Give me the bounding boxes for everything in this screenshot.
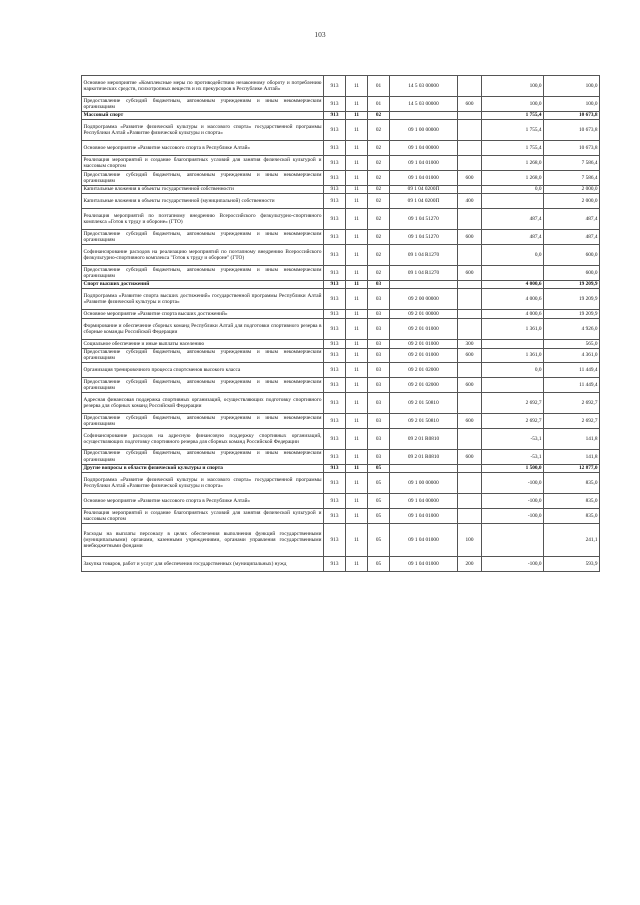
target-article-cell: 09 2 01 02000 bbox=[390, 378, 458, 393]
section-code-cell: 11 bbox=[346, 310, 368, 319]
subsection-code-cell: 02 bbox=[368, 141, 390, 156]
subsection-code-cell: 03 bbox=[368, 392, 390, 413]
ministry-code-cell: 913 bbox=[324, 318, 346, 339]
section-code-cell: 11 bbox=[346, 209, 368, 230]
target-article-cell: 09 1 04 01000 bbox=[390, 156, 458, 171]
subsection-code-cell: 05 bbox=[368, 508, 390, 523]
section-code-cell: 11 bbox=[346, 473, 368, 494]
expense-type-cell bbox=[458, 464, 482, 473]
change-amount-cell: 1 755,4 bbox=[482, 120, 544, 141]
page-number: 103 bbox=[314, 30, 326, 39]
subsection-code-cell: 05 bbox=[368, 494, 390, 509]
table-row bbox=[82, 76, 600, 97]
subsection-code-cell: 02 bbox=[368, 244, 390, 265]
total-amount-cell: 11 449,4 bbox=[544, 363, 600, 378]
subsection-code-cell: 05 bbox=[368, 523, 390, 556]
section-code-cell: 11 bbox=[346, 76, 368, 97]
target-article-cell: 09 2 01 50810 bbox=[390, 392, 458, 413]
ministry-code-cell: 913 bbox=[324, 280, 346, 289]
row-name-cell: Реализация мероприятий и создание благоприятных условий для занятия физической культурой и массовым спортом bbox=[83, 509, 322, 522]
change-amount-cell: 0,0 bbox=[482, 244, 544, 265]
subsection-code-cell: 05 bbox=[368, 557, 390, 572]
expense-type-cell bbox=[458, 141, 482, 156]
ministry-code-cell: 913 bbox=[324, 185, 346, 194]
row-name-cell: Предоставление субсидий бюджетным, автономным учреждениям и иным некоммерческим организациям bbox=[83, 414, 322, 427]
target-article-cell: 14 5 03 00000 bbox=[390, 97, 458, 112]
change-amount-cell: 487,4 bbox=[482, 209, 544, 230]
subsection-code-cell: 03 bbox=[368, 318, 390, 339]
total-amount-cell: 487,4 bbox=[544, 230, 600, 245]
row-name-cell: Капитальные вложения в объекты государственной собственности bbox=[82, 185, 324, 194]
expense-type-cell bbox=[458, 363, 482, 378]
ministry-code-cell: 913 bbox=[324, 339, 346, 348]
change-amount-cell: 1 268,0 bbox=[482, 156, 544, 171]
total-amount-cell: 4 361,0 bbox=[544, 348, 600, 363]
target-article-cell: 09 1 04 0200П bbox=[390, 185, 458, 194]
change-amount-cell bbox=[482, 265, 544, 280]
subsection-code-cell: 02 bbox=[368, 194, 390, 209]
ministry-code-cell: 913 bbox=[324, 209, 346, 230]
section-code-cell: 11 bbox=[346, 363, 368, 378]
expense-type-cell bbox=[458, 244, 482, 265]
table-row bbox=[82, 428, 600, 449]
target-article-cell bbox=[390, 111, 458, 120]
change-amount-cell: 100,0 bbox=[482, 97, 544, 112]
row-name-cell: Социальное обеспечение и иные выплаты населению bbox=[82, 339, 324, 348]
row-name-cell: Подпрограмма «Развитие физической культуры и массового спорта» государственной программы Республики Алтай «Развитие физической культуры и спорта» bbox=[82, 473, 324, 494]
change-amount-cell: 4 000,6 bbox=[482, 280, 544, 289]
change-amount-cell bbox=[482, 523, 544, 556]
expense-type-cell: 600 bbox=[458, 348, 482, 363]
expense-type-cell: 400 bbox=[458, 194, 482, 209]
change-amount-cell: -100,0 bbox=[482, 557, 544, 572]
subsection-code-cell: 02 bbox=[368, 170, 390, 185]
table-row bbox=[82, 194, 600, 209]
target-article-cell: 09 1 04 00000 bbox=[390, 141, 458, 156]
subsection-code-cell: 03 bbox=[368, 289, 390, 310]
subsection-code-cell: 03 bbox=[368, 280, 390, 289]
target-article-cell: 09 2 01 R0810 bbox=[390, 428, 458, 449]
subsection-code-cell: 02 bbox=[368, 111, 390, 120]
table-row bbox=[82, 120, 600, 141]
budget-table bbox=[81, 75, 600, 572]
section-code-cell: 11 bbox=[346, 508, 368, 523]
target-article-cell: 09 2 00 00000 bbox=[390, 289, 458, 310]
subsection-code-cell: 03 bbox=[368, 339, 390, 348]
row-name-cell: Закупка товаров, работ и услуг для обеспечения государственных (муниципальных) нужд bbox=[82, 557, 324, 572]
change-amount-cell: 487,4 bbox=[482, 230, 544, 245]
row-name-cell: Основное мероприятие «Комплексные меры по противодействию незаконному обороту и потреблению наркотических средств, психотропных веществ и их прекурсоров в Республике Алтай» bbox=[82, 76, 324, 97]
section-code-cell: 11 bbox=[346, 97, 368, 112]
row-name-cell: Формирование и обеспечение сборных команд Республики Алтай для подготовки спортивного резерва в сборные команды Российской Федерации bbox=[82, 318, 324, 339]
target-article-cell: 14 5 03 00000 bbox=[390, 76, 458, 97]
row-name-cell: Спорт высших достижений bbox=[82, 280, 324, 289]
expense-type-cell bbox=[458, 494, 482, 509]
ministry-code-cell: 913 bbox=[324, 348, 346, 363]
row-name-cell: Организация тренировочного процесса спортсменов высокого класса bbox=[82, 363, 324, 378]
total-amount-cell: 19 209,9 bbox=[544, 310, 600, 319]
total-amount-cell: 19 209,9 bbox=[544, 280, 600, 289]
table-row bbox=[82, 508, 600, 523]
table-row bbox=[82, 523, 600, 556]
target-article-cell: 09 1 00 00000 bbox=[390, 473, 458, 494]
subsection-code-cell: 02 bbox=[368, 120, 390, 141]
ministry-code-cell: 913 bbox=[324, 76, 346, 97]
total-amount-cell: 11 449,4 bbox=[544, 378, 600, 393]
change-amount-cell: -100,0 bbox=[482, 494, 544, 509]
subsection-code-cell: 05 bbox=[368, 464, 390, 473]
ministry-code-cell: 913 bbox=[324, 494, 346, 509]
section-code-cell: 11 bbox=[346, 244, 368, 265]
table-row bbox=[82, 449, 600, 464]
subsection-code-cell: 02 bbox=[368, 209, 390, 230]
expense-type-cell bbox=[458, 508, 482, 523]
ministry-code-cell: 913 bbox=[324, 141, 346, 156]
table-row bbox=[82, 413, 600, 428]
target-article-cell: 09 1 04 0200П bbox=[390, 194, 458, 209]
expense-type-cell bbox=[458, 310, 482, 319]
expense-type-cell: 600 bbox=[458, 230, 482, 245]
ministry-code-cell: 913 bbox=[324, 413, 346, 428]
target-article-cell: 09 2 01 02000 bbox=[390, 363, 458, 378]
subsection-code-cell: 02 bbox=[368, 156, 390, 171]
section-code-cell: 11 bbox=[346, 289, 368, 310]
table-row bbox=[82, 280, 600, 289]
change-amount-cell bbox=[482, 194, 544, 209]
table-row bbox=[82, 244, 600, 265]
row-name-cell: Предоставление субсидий бюджетным, автономным учреждениям и иным некоммерческим организациям bbox=[83, 450, 322, 463]
change-amount-cell: 1 361,0 bbox=[482, 348, 544, 363]
table-row bbox=[82, 141, 600, 156]
table-row bbox=[82, 363, 600, 378]
change-amount-cell: 0,0 bbox=[482, 363, 544, 378]
row-name-cell: Предоставление субсидий бюджетным, автономным учреждениям и иным некоммерческим организациям bbox=[83, 171, 322, 184]
row-name-cell: Предоставление субсидий бюджетным, автономным учреждениям и иным некоммерческим организациям bbox=[83, 266, 322, 279]
row-name-cell: Расходы на выплаты персоналу в целях обеспечения выполнения функций государственными (муниципальными) органами, казенными учреждениями, органами управления государственными внебюджетными фондами bbox=[82, 523, 324, 556]
expense-type-cell bbox=[458, 111, 482, 120]
change-amount-cell: 1 755,4 bbox=[482, 111, 544, 120]
change-amount-cell: 100,0 bbox=[482, 76, 544, 97]
table-row bbox=[82, 230, 600, 245]
expense-type-cell: 600 bbox=[458, 449, 482, 464]
subsection-code-cell: 03 bbox=[368, 363, 390, 378]
table-row bbox=[82, 156, 600, 171]
table-row bbox=[82, 339, 600, 348]
ministry-code-cell: 913 bbox=[324, 230, 346, 245]
expense-type-cell: 300 bbox=[458, 339, 482, 348]
table-row bbox=[82, 97, 600, 112]
change-amount-cell bbox=[482, 339, 544, 348]
table-row bbox=[82, 557, 600, 572]
table-row bbox=[82, 348, 600, 363]
ministry-code-cell: 913 bbox=[324, 449, 346, 464]
target-article-cell: 09 1 04 01000 bbox=[390, 508, 458, 523]
change-amount-cell: 2 692,7 bbox=[482, 413, 544, 428]
total-amount-cell: 141,8 bbox=[544, 449, 600, 464]
expense-type-cell bbox=[458, 156, 482, 171]
total-amount-cell: 600,0 bbox=[544, 265, 600, 280]
section-code-cell: 11 bbox=[346, 265, 368, 280]
expense-type-cell: 600 bbox=[458, 170, 482, 185]
table-row bbox=[82, 111, 600, 120]
total-amount-cell: 100,0 bbox=[544, 76, 600, 97]
table-row bbox=[82, 209, 600, 230]
section-code-cell: 11 bbox=[346, 339, 368, 348]
total-amount-cell: 600,0 bbox=[544, 244, 600, 265]
table-row bbox=[82, 310, 600, 319]
ministry-code-cell: 913 bbox=[324, 508, 346, 523]
row-name-cell: Основное мероприятие «Развитие спорта высших достижений» bbox=[82, 310, 324, 319]
total-amount-cell: 7 586,4 bbox=[544, 170, 600, 185]
expense-type-cell: 600 bbox=[458, 378, 482, 393]
expense-type-cell bbox=[458, 280, 482, 289]
section-code-cell: 11 bbox=[346, 230, 368, 245]
row-name-cell: Предоставление субсидий бюджетным, автономным учреждениям и иным некоммерческим организациям bbox=[83, 97, 322, 110]
change-amount-cell: -53,1 bbox=[482, 428, 544, 449]
row-name-cell: Основное мероприятие «Развитие массового спорта в Республике Алтай» bbox=[82, 141, 324, 156]
target-article-cell: 09 2 01 01000 bbox=[390, 318, 458, 339]
subsection-code-cell: 03 bbox=[368, 428, 390, 449]
total-amount-cell: 100,0 bbox=[544, 97, 600, 112]
expense-type-cell bbox=[458, 318, 482, 339]
section-code-cell: 11 bbox=[346, 428, 368, 449]
section-code-cell: 11 bbox=[346, 120, 368, 141]
subsection-code-cell: 01 bbox=[368, 97, 390, 112]
row-name-cell: Массовый спорт bbox=[82, 111, 324, 120]
section-code-cell: 11 bbox=[346, 185, 368, 194]
target-article-cell: 09 1 04 01000 bbox=[390, 557, 458, 572]
row-name-cell: Реализация мероприятий по поэтапному внедрению Всероссийского физкультурно-спортивного комплекса «Готов к труду и обороне» (ГТО) bbox=[82, 209, 324, 230]
ministry-code-cell: 913 bbox=[324, 473, 346, 494]
section-code-cell: 11 bbox=[346, 170, 368, 185]
change-amount-cell: 2 692,7 bbox=[482, 392, 544, 413]
expense-type-cell bbox=[458, 473, 482, 494]
ministry-code-cell: 913 bbox=[324, 265, 346, 280]
table-row bbox=[82, 473, 600, 494]
target-article-cell: 09 1 04 01000 bbox=[390, 170, 458, 185]
expense-type-cell bbox=[458, 392, 482, 413]
ministry-code-cell: 913 bbox=[324, 363, 346, 378]
section-code-cell: 11 bbox=[346, 557, 368, 572]
change-amount-cell: 1 500,0 bbox=[482, 464, 544, 473]
subsection-code-cell: 03 bbox=[368, 378, 390, 393]
total-amount-cell: 10 673,8 bbox=[544, 111, 600, 120]
total-amount-cell: 10 673,8 bbox=[544, 120, 600, 141]
target-article-cell: 09 1 00 00000 bbox=[390, 120, 458, 141]
expense-type-cell bbox=[458, 120, 482, 141]
section-code-cell: 11 bbox=[346, 494, 368, 509]
expense-type-cell: 600 bbox=[458, 265, 482, 280]
target-article-cell: 09 1 04 01000 bbox=[390, 523, 458, 556]
total-amount-cell: 19 209,9 bbox=[544, 289, 600, 310]
ministry-code-cell: 913 bbox=[324, 310, 346, 319]
ministry-code-cell: 913 bbox=[324, 557, 346, 572]
row-name-cell: Подпрограмма «Развитие спорта высших достижений» государственной программы Республики Алтай «Развитие физической культуры и спорта» bbox=[82, 289, 324, 310]
section-code-cell: 11 bbox=[346, 464, 368, 473]
expense-type-cell bbox=[458, 428, 482, 449]
subsection-code-cell: 05 bbox=[368, 473, 390, 494]
expense-type-cell bbox=[458, 289, 482, 310]
ministry-code-cell: 913 bbox=[324, 111, 346, 120]
target-article-cell bbox=[390, 464, 458, 473]
subsection-code-cell: 03 bbox=[368, 310, 390, 319]
target-article-cell: 09 2 01 R0810 bbox=[390, 449, 458, 464]
expense-type-cell bbox=[458, 209, 482, 230]
expense-type-cell bbox=[458, 76, 482, 97]
change-amount-cell: 4 000,6 bbox=[482, 310, 544, 319]
ministry-code-cell: 913 bbox=[324, 244, 346, 265]
row-name-cell: Предоставление субсидий бюджетным, автономным учреждениям и иным некоммерческим организациям bbox=[83, 230, 322, 244]
change-amount-cell bbox=[482, 378, 544, 393]
expense-type-cell bbox=[458, 185, 482, 194]
row-name-cell: Предоставление субсидий бюджетным, автономным учреждениям и иным некоммерческим организациям bbox=[83, 349, 322, 362]
target-article-cell: 09 2 01 01000 bbox=[390, 348, 458, 363]
table-row bbox=[82, 378, 600, 393]
ministry-code-cell: 913 bbox=[324, 378, 346, 393]
total-amount-cell: 241,1 bbox=[544, 523, 600, 556]
ministry-code-cell: 913 bbox=[324, 170, 346, 185]
target-article-cell: 09 1 04 51270 bbox=[390, 230, 458, 245]
ministry-code-cell: 913 bbox=[324, 97, 346, 112]
target-article-cell: 09 1 04 R1270 bbox=[390, 265, 458, 280]
change-amount-cell: 0,0 bbox=[482, 185, 544, 194]
ministry-code-cell: 913 bbox=[324, 156, 346, 171]
section-code-cell: 11 bbox=[346, 194, 368, 209]
expense-type-cell: 100 bbox=[458, 523, 482, 556]
row-name-cell: Адресная финансовая поддержка спортивных организаций, осуществляющих подготовку спортивного резерва для сборных команд Российской Федерации bbox=[82, 392, 324, 413]
expense-type-cell: 600 bbox=[458, 413, 482, 428]
change-amount-cell: 1 755,4 bbox=[482, 141, 544, 156]
table-row bbox=[82, 265, 600, 280]
row-name-cell: Реализация мероприятий и создание благоприятных условий для занятия физической культурой и массовым спортом bbox=[83, 156, 322, 170]
subsection-code-cell: 03 bbox=[368, 449, 390, 464]
section-code-cell: 11 bbox=[346, 348, 368, 363]
section-code-cell: 11 bbox=[346, 156, 368, 171]
total-amount-cell: 593,9 bbox=[544, 557, 600, 572]
total-amount-cell: 835,0 bbox=[544, 508, 600, 523]
section-code-cell: 11 bbox=[346, 378, 368, 393]
expense-type-cell: 200 bbox=[458, 557, 482, 572]
total-amount-cell: 10 673,8 bbox=[544, 141, 600, 156]
total-amount-cell: 2 692,7 bbox=[544, 413, 600, 428]
ministry-code-cell: 913 bbox=[324, 428, 346, 449]
target-article-cell: 09 2 01 01000 bbox=[390, 339, 458, 348]
ministry-code-cell: 913 bbox=[324, 194, 346, 209]
subsection-code-cell: 02 bbox=[368, 265, 390, 280]
change-amount-cell: 4 000,6 bbox=[482, 289, 544, 310]
subsection-code-cell: 02 bbox=[368, 185, 390, 194]
total-amount-cell: 2 000,0 bbox=[544, 185, 600, 194]
change-amount-cell: -100,0 bbox=[482, 473, 544, 494]
table-row bbox=[82, 170, 600, 185]
subsection-code-cell: 02 bbox=[368, 230, 390, 245]
section-code-cell: 11 bbox=[346, 141, 368, 156]
ministry-code-cell: 913 bbox=[324, 392, 346, 413]
change-amount-cell: -53,1 bbox=[482, 449, 544, 464]
subsection-code-cell: 01 bbox=[368, 76, 390, 97]
target-article-cell bbox=[390, 280, 458, 289]
table-row bbox=[82, 494, 600, 509]
total-amount-cell: 12 877,0 bbox=[544, 464, 600, 473]
ministry-code-cell: 913 bbox=[324, 120, 346, 141]
target-article-cell: 09 1 04 51270 bbox=[390, 209, 458, 230]
table-row bbox=[82, 318, 600, 339]
section-code-cell: 11 bbox=[346, 280, 368, 289]
target-article-cell: 09 1 04 00000 bbox=[390, 494, 458, 509]
total-amount-cell: 565,0 bbox=[544, 339, 600, 348]
row-name-cell: Капитальные вложения в объекты государственной (муниципальной) собственности bbox=[82, 194, 324, 209]
table-row bbox=[82, 185, 600, 194]
row-name-cell: Подпрограмма «Развитие физической культуры и массового спорта» государственной программы Республики Алтай «Развитие физической культуры и спорта» bbox=[82, 120, 324, 141]
ministry-code-cell: 913 bbox=[324, 523, 346, 556]
change-amount-cell: 1 268,0 bbox=[482, 170, 544, 185]
total-amount-cell: 2 692,7 bbox=[544, 392, 600, 413]
section-code-cell: 11 bbox=[346, 111, 368, 120]
total-amount-cell: 835,0 bbox=[544, 473, 600, 494]
total-amount-cell: 487,4 bbox=[544, 209, 600, 230]
subsection-code-cell: 03 bbox=[368, 413, 390, 428]
total-amount-cell: 141,8 bbox=[544, 428, 600, 449]
change-amount-cell: -100,0 bbox=[482, 508, 544, 523]
row-name-cell: Другие вопросы в области физической культуры и спорта bbox=[82, 464, 324, 473]
section-code-cell: 11 bbox=[346, 318, 368, 339]
row-name-cell: Софинансирование расходов на реализацию мероприятий по поэтапному внедрению Всероссийского физкультурно-спортивного комплекса "Готов к труду и обороне" (ГТО) bbox=[82, 244, 324, 265]
row-name-cell: Софинансирование расходов на адресную финансовую поддержку спортивных организаций, осуществляющих подготовку спортивного резерва для сборных команд Российской Федерации bbox=[82, 428, 324, 449]
budget-table-body bbox=[82, 76, 600, 572]
section-code-cell: 11 bbox=[346, 449, 368, 464]
total-amount-cell: 7 586,4 bbox=[544, 156, 600, 171]
table-row bbox=[82, 464, 600, 473]
section-code-cell: 11 bbox=[346, 523, 368, 556]
total-amount-cell: 835,0 bbox=[544, 494, 600, 509]
expense-type-cell: 600 bbox=[458, 97, 482, 112]
total-amount-cell: 2 000,0 bbox=[544, 194, 600, 209]
section-code-cell: 11 bbox=[346, 413, 368, 428]
section-code-cell: 11 bbox=[346, 392, 368, 413]
subsection-code-cell: 03 bbox=[368, 348, 390, 363]
target-article-cell: 09 2 01 50810 bbox=[390, 413, 458, 428]
ministry-code-cell: 913 bbox=[324, 464, 346, 473]
table-row bbox=[82, 289, 600, 310]
table-row bbox=[82, 392, 600, 413]
total-amount-cell: 4 926,0 bbox=[544, 318, 600, 339]
row-name-cell: Основное мероприятие «Развитие массового спорта в Республике Алтай» bbox=[82, 494, 324, 509]
ministry-code-cell: 913 bbox=[324, 289, 346, 310]
row-name-cell: Предоставление субсидий бюджетным, автономным учреждениям и иным некоммерческим организациям bbox=[83, 378, 322, 392]
target-article-cell: 09 1 04 R1270 bbox=[390, 244, 458, 265]
target-article-cell: 09 2 01 00000 bbox=[390, 310, 458, 319]
change-amount-cell: 1 361,0 bbox=[482, 318, 544, 339]
